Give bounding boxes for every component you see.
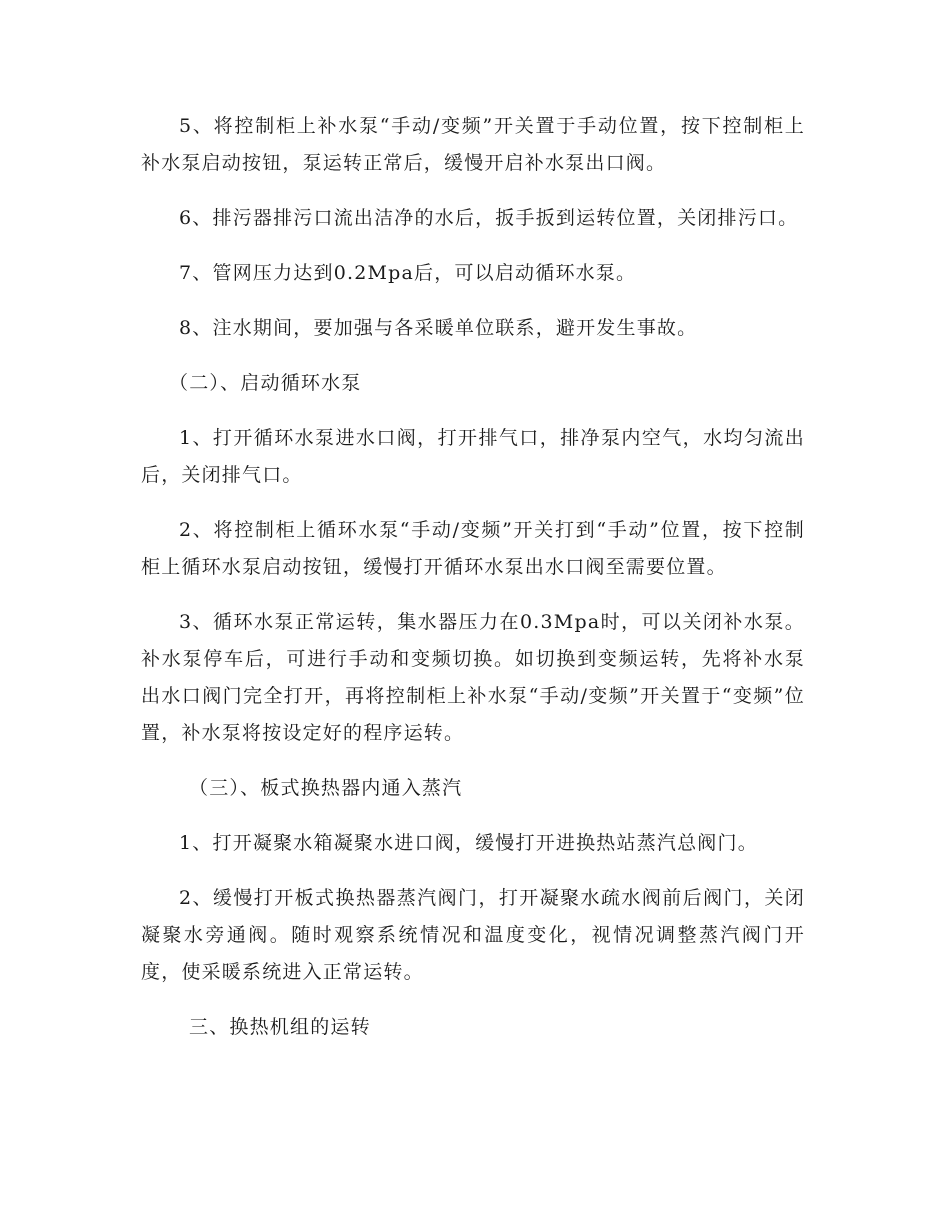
pump-step-1-paragraph: 1、打开循环水泵进水口阀，打开排气口，排净泵内空气，水均匀流出后，关闭排气口。 [141, 427, 805, 486]
section-heading-start-pump: （二）、启动循环水泵 [169, 372, 362, 394]
steam-step-1-paragraph: 1、打开凝聚水箱凝聚水进口阀，缓慢打开进换热站蒸汽总阀门。 [179, 832, 758, 854]
section-heading-operation: 三、换热机组的运转 [189, 1016, 371, 1038]
pump-step-2-paragraph: 2、将控制柜上循环水泵“手动/变频”开关打到“手动”位置，按下控制柜上循环水泵启动按钮，缓慢打开循环水泵出水口阀至需要位置。 [141, 519, 805, 578]
pump-step-3-paragraph: 3、循环水泵正常运转，集水器压力在0.3Mpa时，可以关闭补水泵。补水泵停车后，可进行手动和变频切换。如切换到变频运转，先将补水泵出水口阀门完全打开，再将控制柜上补水泵“手动/变频”开关置于“变频”位置，补水泵将按设定好的程序运转。 [141, 611, 805, 744]
document-page [141, 108, 805, 1064]
section-heading-steam: （三）、板式换热器内通入蒸汽 [189, 777, 463, 799]
step-7-paragraph: 7、管网压力达到0.2Mpa后，可以启动循环水泵。 [179, 262, 637, 284]
steam-step-2-paragraph: 2、缓慢打开板式换热器蒸汽阀门，打开凝聚水疏水阀前后阀门，关闭凝聚水旁通阀。随时观察系统情况和温度变化，视情况调整蒸汽阀门开度，使采暖系统进入正常运转。 [141, 887, 805, 983]
step-8-paragraph: 8、注水期间，要加强与各采暖单位联系，避开发生事故。 [179, 317, 698, 339]
step-6-paragraph: 6、排污器排污口流出洁净的水后，扳手扳到运转位置，关闭排污口。 [179, 207, 799, 229]
step-5-paragraph: 5、将控制柜上补水泵“手动/变频”开关置于手动位置，按下控制柜上补水泵启动按钮，泵运转正常后，缓慢开启补水泵出口阀。 [141, 115, 805, 174]
